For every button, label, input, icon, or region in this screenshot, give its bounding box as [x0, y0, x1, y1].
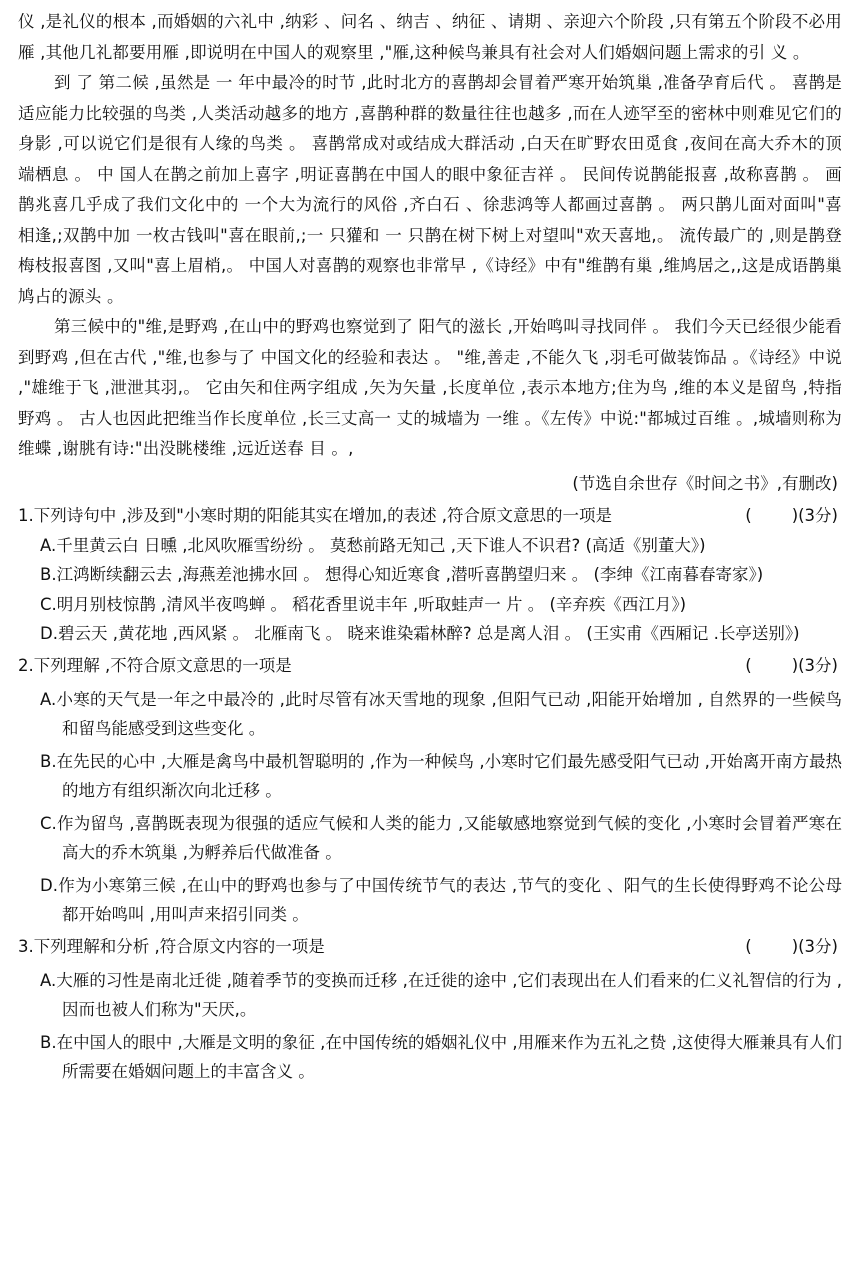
option-c: C.明月别枝惊鹊 ,清风半夜鸣蝉 。 稻花香里说丰年 ,听取蛙声一 片 。 (辛弃疾《西江月》): [40, 594, 687, 614]
passage-paragraph: 到 了 第二候 ,虽然是 一 年中最冷的时节 ,此时北方的喜鹊却会冒着严寒开始筑巢 ,准备孕育后代 。 喜鹊是适应能力比较强的鸟类 ,人类活动越多的地方 ,喜鹊种群的数量往往也越多 ,而在人迹罕至的密林中则难见它们的身影 ,可以说它们是很有人缘的鸟类 。 喜鹊常成对或结成大群活动 ,白天在旷野农田觅食 ,夜间在高大乔木的顶端栖息 。 中 国人在鹊之前加上喜字 ,明证喜鹊在中国人的眼中象征吉祥 。 民间传说鹊能报喜 ,故称喜鹊 。 画鹊兆喜几乎成了我们文化中的 一个大为流行的风俗 ,齐白石 、徐悲鸿等人都画过喜鹊 。 两只鹊儿面对面叫"喜相逢,;双鹊中加 一枚古钱叫"喜在眼前,;一 只獾和 一 只鹊在树下树上对望叫"欢天喜地,。 流传最广的 ,则是鹊登梅枝报喜图 ,又叫"喜上眉梢,。 中国人对喜鹊的观察也非常早 ,《诗经》中有"维鹊有巢 ,维鸠居之,,这是成语鹊巢鸠占的源头 。: [18, 73, 842, 306]
passage-paragraph: 仪 ,是礼仪的根本 ,而婚姻的六礼中 ,纳彩 、问名 、纳吉 、纳征 、请期 、亲迎六个阶段 ,只有第五个阶段不必用雁 ,其他几礼都要用雁 ,即说明在中国人的观察里 ,"雁,这种候鸟兼具有社会对人们婚姻问题上需求的引 义 。: [18, 12, 842, 62]
score-label: (3分): [798, 936, 838, 956]
score-label: (3分): [798, 655, 838, 675]
option-d: D.碧云天 ,黄花地 ,西风紧 。 北雁南飞 。 晓来谁染霜林醉? 总是离人泪 。 (王实甫《西厢记 .长亭送别》): [40, 624, 800, 643]
question-1: [18, 501, 842, 649]
option-b: B.在先民的心中 ,大雁是禽鸟中最机智聪明的 ,作为一种候鸟 ,小寒时它们最先感受阳气已动 ,开始离开南方最热的地方有组织渐次向北迁移 。: [40, 751, 842, 800]
option-list: [18, 531, 842, 649]
question-stem: 1.下列诗句中 ,涉及到"小寒时期的阳能其实在增加,的表述 ,符合原文意思的一项是: [18, 505, 613, 525]
option-b: B.江鸿断续翻云去 ,海燕差池拂水回 。 想得心知近寒食 ,潜听喜鹊望归来 。 (李绅《江南暮春寄家》): [40, 565, 764, 584]
option-b: B.在中国人的眼中 ,大雁是文明的象征 ,在中国传统的婚姻礼仪中 ,用雁来作为五礼之贽 ,这使得大雁兼具有人们所需要在婚姻问题上的丰富含义 。: [40, 1032, 842, 1081]
option-a: A.大雁的习性是南北迁徙 ,随着季节的变换而迁移 ,在迁徙的途中 ,它们表现出在人们看来的仁义礼智信的行为 ,因而也被人们称为"天厌,。: [40, 970, 842, 1019]
answer-blank: ( )(3分): [745, 655, 838, 675]
option-list: [18, 685, 842, 930]
question-stem: 3.下列理解和分析 ,符合原文内容的一项是: [18, 936, 325, 956]
option-list: [18, 966, 842, 1087]
question-stem: 2.下列理解 ,不符合原文意思的一项是: [18, 655, 292, 675]
option-a: A.千里黄云白 日曛 ,北风吹雁雪纷纷 。 莫愁前路无知己 ,天下谁人不识君? (高适《别董大》): [40, 535, 706, 555]
question-2: [18, 651, 842, 930]
source-citation: (节选自余世存《时间之书》,有删改): [572, 473, 838, 493]
option-d: D.作为小寒第三候 ,在山中的野鸡也参与了中国传统节气的表达 ,节气的变化 、阳气的生长使得野鸡不论公母都开始鸣叫 ,用叫声来招引同类 。: [40, 875, 842, 924]
answer-blank: ( )(3分): [745, 505, 838, 525]
option-a: A.小寒的天气是一年之中最冷的 ,此时尽管有冰天雪地的现象 ,但阳气已动 ,阳能开始增加 , 自然界的一些候鸟和留鸟能感受到这些变化 。: [40, 689, 842, 738]
option-c: C.作为留鸟 ,喜鹊既表现为很强的适应气候和人类的能力 ,又能敏感地察觉到气候的变化 ,小寒时会冒着严寒在高大的乔木筑巢 ,为孵养后代做准备 。: [40, 813, 842, 862]
question-3: [18, 932, 842, 1087]
exam-page: [0, 7, 860, 1266]
answer-blank: ( )(3分): [745, 936, 838, 956]
score-label: (3分): [798, 505, 838, 525]
passage-paragraph: 第三候中的"维,是野鸡 ,在山中的野鸡也察觉到了 阳气的滋长 ,开始鸣叫寻找同伴 。 我们今天已经很少能看到野鸡 ,但在古代 ,"维,也参与了 中国文化的经验和表达 。 "维,善走 ,不能久飞 ,羽毛可做装饰品 。《诗经》中说 ,"雄维于飞 ,泄泄其羽,。 它由矢和住两字组成 ,矢为矢量 ,长度单位 ,表示本地方;住为鸟 ,维的本义是留鸟 ,特指野鸡 。 古人也因此把维当作长度单位 ,长三丈高一 丈的城墙为 一维 。《左传》中说:"都城过百维 。,城墙则称为维蝶 ,谢朓有诗:"出没眺楼维 ,远近送春 目 。,: [18, 317, 842, 458]
